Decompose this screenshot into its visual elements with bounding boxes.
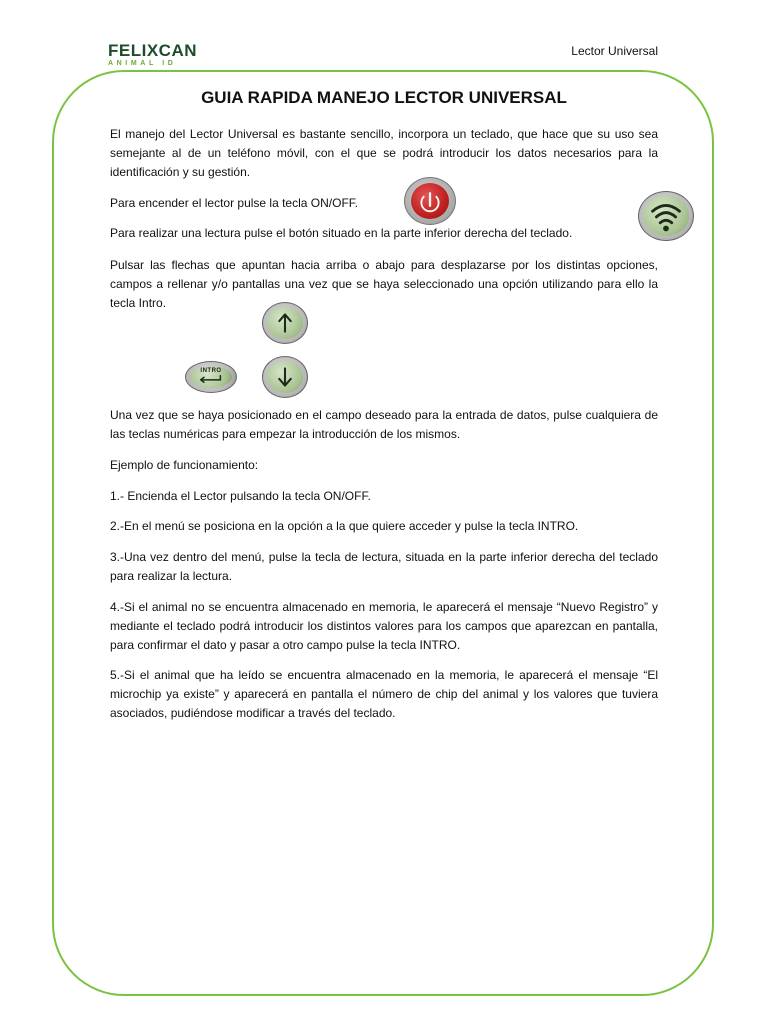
intro-paragraph: El manejo del Lector Universal es bastante sencillo, incorpora un teclado, que hace que su uso sea semejante al de un teléfono móvil, con el que se podrá introducir los datos necesarios para la identificación y su gestión.	[110, 127, 658, 179]
step-1: 1.- Encienda el Lector pulsando la tecla ON/OFF.	[110, 489, 371, 503]
up-arrow-key-icon	[262, 302, 308, 344]
intro-key-icon	[185, 361, 237, 393]
page-title: GUIA RAPIDA MANEJO LECTOR UNIVERSAL	[201, 88, 567, 107]
read-key-icon	[638, 191, 694, 241]
data-entry-paragraph: Una vez que se haya posicionado en el campo deseado para la entrada de datos, pulse cualquiera de las teclas numéricas para empezar la introducción de los mismos.	[110, 408, 658, 441]
logo-main-text: FELIXCAN	[108, 41, 197, 60]
step-4: 4.-Si el animal no se encuentra almacenado en memoria, le aparecerá el mensaje “Nuevo Registro” y mediante el teclado podrá introducir los distintos valores para los campos que aparezcan en pantalla, para confirmar el dato y pasar a otro campo pulse la tecla INTRO.	[110, 600, 658, 652]
arrows-paragraph: Pulsar las flechas que apuntan hacia arriba o abajo para desplazarse por los distintas opciones, campos a rellenar y/o pantallas una vez que se haya seleccionado una opción utilizando para ello la tecla Intro.	[110, 258, 658, 310]
intro-key-label: INTRO	[200, 368, 222, 374]
power-paragraph: Para encender el lector pulse la tecla ON/OFF.	[110, 196, 359, 210]
read-paragraph: Para realizar una lectura pulse el botón situado en la parte inferior derecha del teclado.	[110, 226, 573, 240]
company-logo	[108, 42, 197, 68]
step-5: 5.-Si el animal que ha leído se encuentra almacenado en la memoria, le aparecerá el mensaje “El microchip ya existe” y aparecerá en pantalla el número de chip del animal y los valores que tuviera asociados, pudiéndose modificar a través del teclado.	[110, 668, 658, 720]
step-3: 3.-Una vez dentro del menú, pulse la tecla de lectura, situada en la parte inferior derecha del teclado para realizar la lectura.	[110, 550, 658, 583]
example-heading: Ejemplo de funcionamiento:	[110, 458, 259, 472]
logo-sub-text: ANIMAL ID	[108, 60, 177, 67]
step-2: 2.-En el menú se posiciona en la opción a la que quiere acceder y pulse la tecla INTRO.	[110, 519, 579, 533]
power-key-icon	[404, 177, 456, 225]
down-arrow-key-icon	[262, 356, 308, 398]
header-document-title: Lector Universal	[571, 44, 658, 58]
